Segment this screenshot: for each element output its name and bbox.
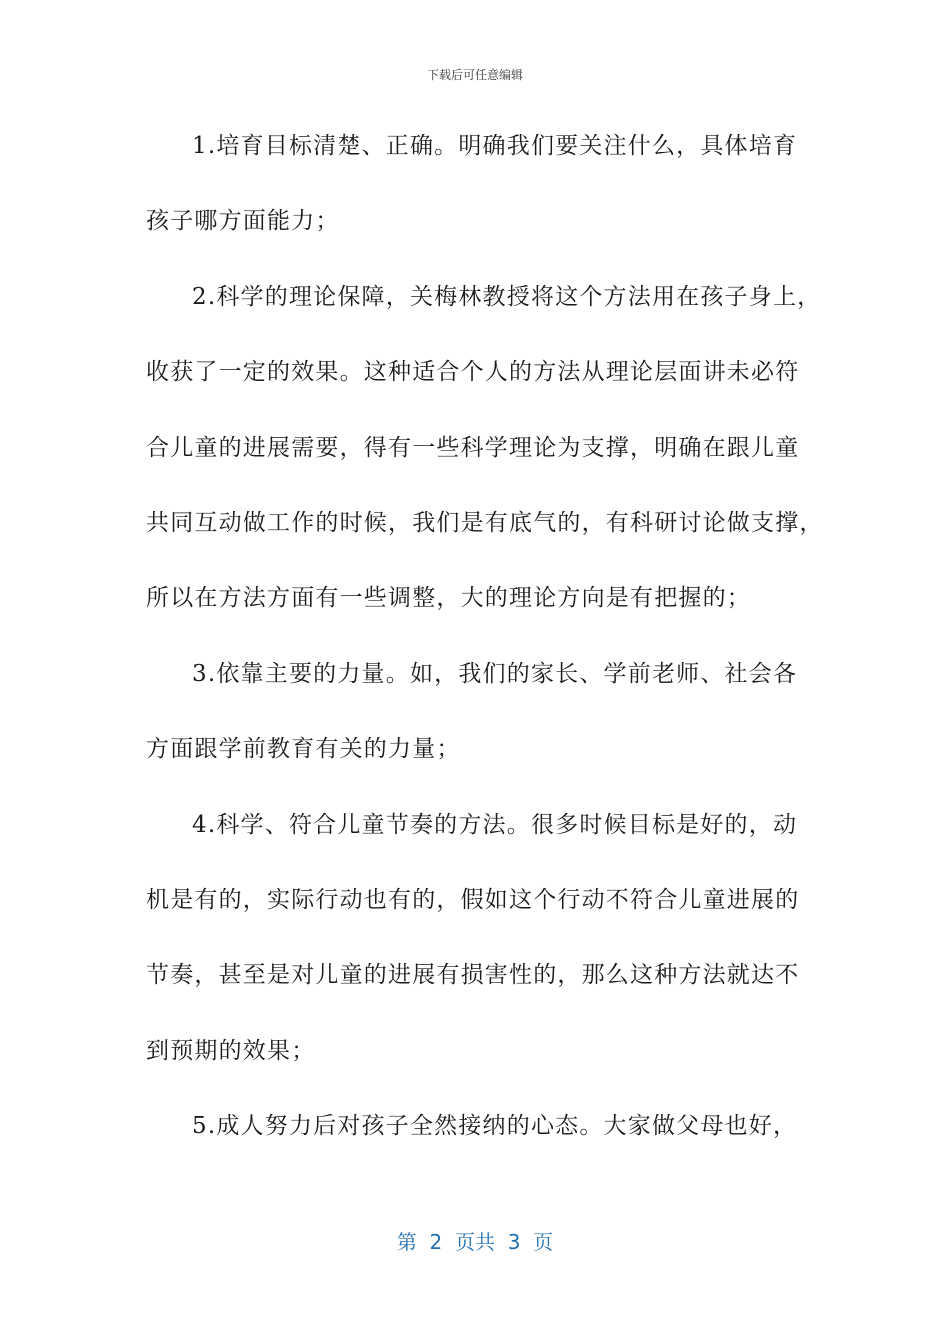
text-line: 1.培育目标清楚、正确。明确我们要关注什么，具体培育 xyxy=(192,133,798,159)
text-line: 方面跟学前教育有关的力量； xyxy=(146,736,461,763)
paragraph-3 xyxy=(146,650,796,801)
paragraph-1 xyxy=(146,122,796,273)
text-line: 共同互动做工作的时候，我们是有底气的，有科研讨论做支撑， xyxy=(146,509,824,536)
text-line: 合儿童的进展需要，得有一些科学理论为支撑，明确在跟儿童 xyxy=(146,434,800,461)
paragraph-4 xyxy=(146,801,800,1103)
paragraph-2 xyxy=(146,273,824,650)
document-body xyxy=(146,122,824,1177)
page-header: 下载后可任意编辑 xyxy=(426,68,523,82)
text-line: 到预期的效果； xyxy=(146,1037,316,1064)
text-line: 所以在方法方面有一些调整，大的理论方向是有把握的； xyxy=(146,585,751,612)
text-line: 5.成人努力后对孩子全然接纳的心态。大家做父母也好， xyxy=(192,1113,798,1140)
page-number-footer: 第 2 页共 3 页 xyxy=(396,1230,554,1254)
text-line: 收获了一定的效果。这种适合个人的方法从理论层面讲未必符 xyxy=(146,359,800,386)
text-line: 4.科学、符合儿童节奏的方法。很多时候目标是好的，动 xyxy=(192,811,798,838)
text-line: 3.依靠主要的力量。如，我们的家长、学前老师、社会各 xyxy=(192,660,798,687)
text-line: 节奏，甚至是对儿童的进展有损害性的，那么这种方法就达不 xyxy=(146,962,800,989)
text-line: 机是有的，实际行动也有的，假如这个行动不符合儿童进展的 xyxy=(146,886,800,913)
paragraph-5 xyxy=(146,1102,796,1177)
text-line: 2.科学的理论保障，关梅林教授将这个方法用在孩子身上， xyxy=(192,283,822,310)
text-line: 孩子哪方面能力； xyxy=(146,208,340,235)
